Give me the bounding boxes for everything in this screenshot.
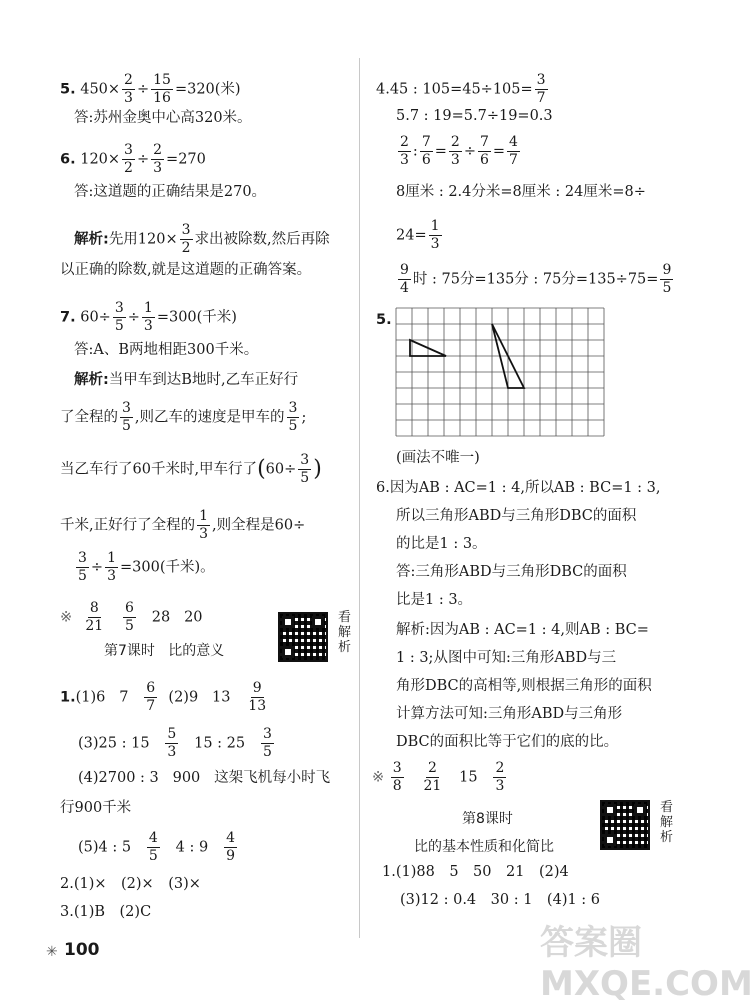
q6-explanation-2: 以正确的除数,就是这道题的正确答案。 [60, 262, 312, 278]
page-star-icon: ✳ [46, 944, 58, 960]
look-explanation-label: 看解析 [338, 610, 352, 655]
l3-line: 3.(1)B (2)C [60, 904, 152, 920]
lesson-8-number: 第8课时 [462, 811, 513, 827]
lesson-7-header: 第7课时 比的意义 [104, 643, 225, 659]
left-column [0, 0, 358, 940]
l1-line-4: (4)2700 : 3 900 这架飞机每小时飞 [78, 770, 331, 786]
qr-code-lesson-7[interactable] [278, 612, 328, 662]
look-explanation-label-2: 看解析 [660, 800, 674, 845]
drawing-grid [396, 308, 604, 436]
q7-explanation-1: 解析:当甲车到达B地时,乙车正好行 [74, 372, 299, 388]
watermark: 答案圈 MXQE.COM [540, 923, 753, 1004]
r4-line-2: 5.7 : 19=5.7÷19=0.3 [396, 108, 553, 124]
r6-explanation-2: 1 : 3;从图中可知:三角形ABD与三 [396, 650, 617, 666]
r6-explanation-5: DBC的面积比等于它们的底的比。 [396, 734, 619, 750]
star-answers: ※ $\frac{8}{21}$ $\frac{6}{5}$ 28 20 [60, 600, 203, 634]
r6-line-3: 的比是1 : 3。 [396, 536, 487, 552]
r4-line-1: 4.45 : 105=45÷105= $\frac{3}{7}$ [376, 72, 546, 106]
r6-answer-1: 答:三角形ABD与三角形DBC的面积 [396, 564, 627, 580]
r6-line-2: 所以三角形ABD与三角形DBC的面积 [396, 508, 637, 524]
r6-line-1: 6.因为AB : AC=1 : 4,所以AB : BC=1 : 3, [376, 480, 661, 496]
q7-answer: 答:A、B两地相距300千米。 [74, 342, 259, 358]
r4-line-4: 8厘米 : 2.4分米=8厘米 : 24厘米=8÷ [396, 184, 646, 200]
q7-line: 7. 60÷ $\frac{3}{5}$ ÷ $\frac{1}{3}$ =300(千米) [60, 300, 237, 334]
q5-answer: 答:苏州金奥中心高320米。 [74, 110, 252, 126]
column-divider [359, 58, 360, 938]
l2-line: 2.(1)× (2)× (3)× [60, 876, 201, 892]
right-star-answers: ※ $\frac{3}{8}$ $\frac{2}{21}$ 15 $\frac{2}{3}$ [372, 760, 505, 794]
l1-line-3: (3)25 : 15 $\frac{5}{3}$ 15 : 25 $\frac{3}{5}$ [78, 726, 272, 760]
r4-line-6: $\frac{9}{4}$ 时 : 75分=135分 : 75分=135÷75= $\frac{9}{5}$ [400, 262, 672, 296]
r6-answer-2: 比是1 : 3。 [396, 592, 473, 608]
r6-explanation-3: 角形DBC的高相等,则根据三角形的面积 [396, 678, 652, 694]
page-number: 100 [64, 940, 100, 960]
l1-line-4b: 行900千米 [60, 800, 132, 816]
q7-explanation-2: 了全程的 $\frac{3}{5}$ ,则乙车的速度是甲车的 $\frac{3}{5}$ ; [60, 400, 307, 434]
r5-note: (画法不唯一) [396, 450, 480, 466]
l1-line-1: 1.(1)6 7 $\frac{6}{7}$ (2)9 13 $\frac{9}{13}$ [60, 680, 267, 714]
r1-line-2: (3)12 : 0.4 30 : 1 (4)1 : 6 [400, 892, 601, 908]
r6-explanation-4: 计算方法可知:三角形ABD与三角形 [396, 706, 623, 722]
q5-line: 5. 450× $\frac{2}{3}$ ÷ $\frac{15}{16}$ =320(米) [60, 72, 241, 106]
r1-line-1: 1.(1)88 5 50 21 (2)4 [382, 864, 569, 880]
r6-explanation-1: 解析:因为AB : AC=1 : 4,则AB : BC= [396, 622, 649, 638]
right-column [362, 0, 720, 940]
q6-line: 6. 120× $\frac{3}{2}$ ÷ $\frac{2}{3}$ =270 [60, 142, 206, 176]
r4-line-3: $\frac{2}{3}$ : $\frac{7}{6}$ = $\frac{2}{3}$ ÷ $\frac{7}{6}$ = $\frac{4}{7}$ [400, 134, 518, 168]
q7-explanation-3: 当乙车行了60千米时,甲车行了(60÷ $\frac{3}{5}$ ) [60, 452, 322, 486]
r4-line-5: 24= $\frac{1}{3}$ [396, 218, 440, 252]
q7-explanation-4: 千米,正好行了全程的 $\frac{1}{3}$ ,则全程是60÷ [60, 508, 306, 542]
q6-answer: 答:这道题的正确结果是270。 [74, 184, 267, 200]
qr-code-lesson-8[interactable] [600, 800, 650, 850]
q6-explanation-1: 解析:先用120× $\frac{3}{2}$ 求出被除数,然后再除 [74, 222, 330, 256]
lesson-8-title: 比的基本性质和化简比 [414, 839, 554, 855]
q7-explanation-5: $\frac{3}{5}$ ÷ $\frac{1}{3}$ =300(千米)。 [78, 550, 215, 584]
r5-label: 5. [376, 312, 392, 328]
l1-line-5: (5)4 : 5 $\frac{4}{5}$ 4 : 9 $\frac{4}{9}$ [78, 830, 235, 864]
